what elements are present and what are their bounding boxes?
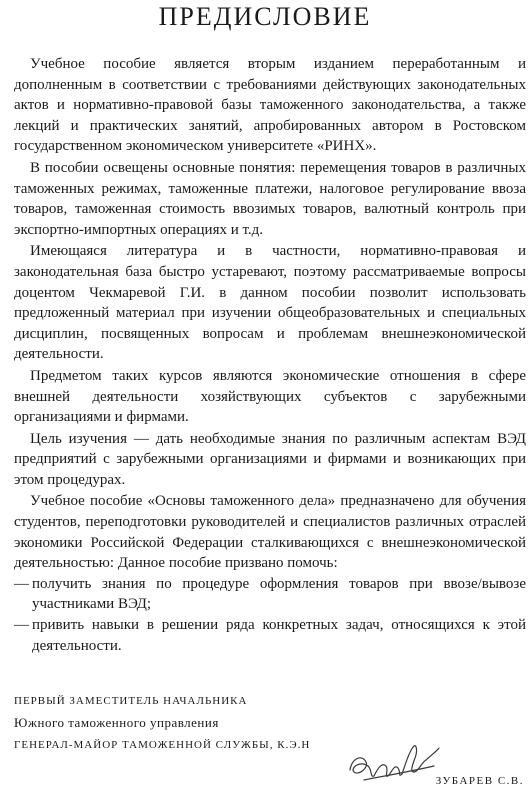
signatory-position: ПЕРВЫЙ ЗАМЕСТИТЕЛЬ НАЧАЛЬНИКА — [14, 695, 248, 707]
preface-body — [14, 54, 526, 656]
signature-block — [14, 690, 526, 787]
signatory-organization: Южного таможенного управления — [14, 715, 219, 730]
paragraph: Предметом таких курсов являются экономические отношения в сфере внешней деятельности хозяйствующих субъектов с зарубежными организациями и фирмами. — [14, 367, 526, 426]
paragraph: Имеющаяся литература и в частности, нормативно-правовая и законодательная база быстро устаревают, поэтому рассматриваемые вопросы доцентом Чекмаревой Г.И. в данном пособии позволит использовать предложенный материал при изучении общеобразовательных и специальных дисциплин, посвященных вопросам и проблемам внешнеэкономической деятельности. — [14, 243, 526, 363]
paragraph: В пособии освещены основные понятия: перемещения товаров в различных таможенных режимах, таможенные платежи, налоговое регулирование ввоза товаров, таможенная стоимость ввозимых товаров, валютный контроль при экспортно-импортных операциях и т.д. — [14, 159, 526, 238]
list-item — [14, 615, 526, 656]
paragraph: Учебное пособие является вторым изданием переработанным и дополненным в соответствии с требованиями действующих законодательных актов и нормативно-правовой базы таможенного законодательства, а также лекций и практических занятий, апробированных автором в Ростовском государственном экономическом университете «РИНХ». — [14, 56, 526, 155]
paragraph: Учебное пособие «Основы таможенного дела» предназначено для обучения студентов, переподготовки руководителей и специалистов различных отраслей экономики Российской Федерации сталкивающихся с внешнеэкономической деятельностью: Данное пособие призвано помочь: — [14, 493, 526, 572]
list-dash: — — [14, 575, 29, 592]
list-item-text: получить знания по процедуре оформления товаров при ввозе/вывозе участниками ВЭД; — [32, 575, 526, 613]
handwritten-signature — [344, 732, 442, 790]
page-title: ПРЕДИСЛОВИЕ — [158, 2, 372, 31]
list-item-text: привить навыки в решении ряда конкретных задач, относящихся к этой деятельности. — [32, 617, 526, 654]
paragraph: Цель изучения — дать необходимые знания по различным аспектам ВЭД предприятий с зарубежными организациями и фирмами и возникающих при этом процедурах. — [14, 430, 526, 488]
list-dash: — — [14, 617, 29, 634]
list-item — [14, 574, 526, 615]
signatory-name: ЗУБАРЕВ С.В. — [435, 775, 524, 787]
signatory-rank: ГЕНЕРАЛ-МАЙОР ТАМОЖЕННОЙ СЛУЖБЫ, К.Э.Н — [14, 739, 311, 751]
